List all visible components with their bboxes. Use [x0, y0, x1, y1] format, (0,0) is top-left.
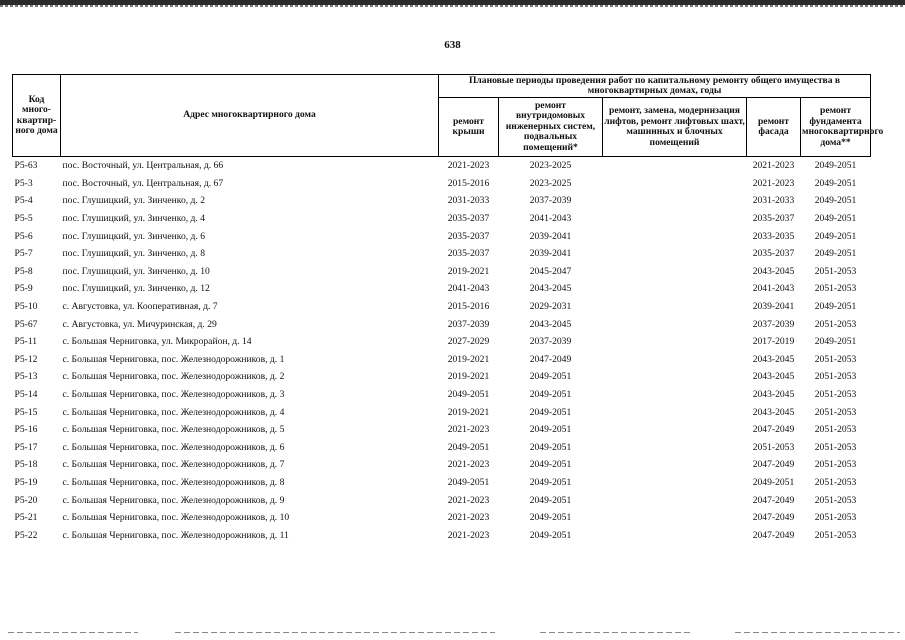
cell-address: с. Августовка, ул. Кооперативная, д. 7: [62, 301, 218, 313]
table-row: [13, 175, 871, 193]
header-code: Код много-квартир-ного дома: [13, 75, 61, 157]
cell-address: с. Большая Черниговка, пос. Железнодорожников, д. 2: [62, 371, 285, 383]
cell-address: пос. Глушицкий, ул. Зинченко, д. 12: [62, 283, 210, 295]
cell-elevators: [603, 474, 747, 492]
cell-systems: 2039-2041: [529, 230, 572, 242]
cell-facade: 2047-2049: [752, 459, 795, 471]
cell-systems: 2023-2025: [529, 160, 572, 172]
cell-roof: 2015-2016: [447, 301, 490, 313]
cell-code: Р5-5: [14, 213, 33, 225]
cell-address: пос. Глушицкий, ул. Зинченко, д. 6: [62, 230, 206, 242]
cell-foundation: 2051-2053: [814, 529, 857, 541]
cell-code: Р5-15: [14, 406, 38, 418]
cell-facade: 2035-2037: [752, 248, 795, 260]
cell-foundation: 2049-2051: [814, 336, 857, 348]
cell-facade: 2041-2043: [752, 283, 795, 295]
cell-foundation: 2051-2053: [814, 371, 857, 383]
cell-elevators: [603, 351, 747, 369]
table-row: [13, 368, 871, 386]
cell-facade: 2037-2039: [752, 318, 795, 330]
cell-elevators: [603, 227, 747, 245]
cell-facade: 2043-2045: [752, 406, 795, 418]
cell-code: Р5-67: [14, 318, 38, 330]
cell-elevators: [603, 526, 747, 544]
table-row: [13, 157, 871, 175]
cell-systems: 2049-2051: [529, 512, 572, 524]
table-row: [13, 210, 871, 228]
cell-foundation: 2051-2053: [814, 512, 857, 524]
cell-systems: 2037-2039: [529, 195, 572, 207]
cell-elevators: [603, 439, 747, 457]
scan-bottom-line: [735, 632, 900, 633]
cell-elevators: [603, 298, 747, 316]
cell-elevators: [603, 509, 747, 527]
cell-address: с. Большая Черниговка, пос. Железнодорожников, д. 10: [62, 512, 290, 524]
cell-roof: 2049-2051: [447, 441, 490, 453]
cell-address: с. Большая Черниговка, пос. Железнодорожников, д. 11: [62, 529, 289, 541]
cell-address: с. Большая Черниговка, пос. Железнодорожников, д. 4: [62, 406, 285, 418]
cell-systems: 2039-2041: [529, 248, 572, 260]
table-header: [13, 74, 884, 157]
cell-elevators: [603, 421, 747, 439]
cell-roof: 2027-2029: [447, 336, 490, 348]
cell-foundation: 2051-2053: [814, 424, 857, 436]
cell-systems: 2049-2051: [529, 476, 572, 488]
cell-code: Р5-16: [14, 424, 38, 436]
cell-code: Р5-7: [14, 248, 33, 260]
header-facade: ремонт фасада: [747, 98, 801, 157]
cell-facade: 2021-2023: [752, 160, 795, 172]
cell-foundation: 2051-2053: [814, 476, 857, 488]
cell-code: Р5-21: [14, 512, 38, 524]
table-row: [13, 439, 871, 457]
cell-facade: 2047-2049: [752, 424, 795, 436]
table-row: [13, 263, 871, 281]
cell-roof: 2021-2023: [447, 512, 490, 524]
cell-roof: 2049-2051: [447, 389, 490, 401]
cell-elevators: [603, 403, 747, 421]
cell-systems: 2041-2043: [529, 213, 572, 225]
cell-elevators: [603, 245, 747, 263]
cell-foundation: 2051-2053: [814, 283, 857, 295]
cell-address: пос. Восточный, ул. Центральная, д. 66: [62, 160, 224, 172]
cell-facade: 2043-2045: [752, 353, 795, 365]
table-row: [13, 192, 871, 210]
cell-foundation: 2051-2053: [814, 441, 857, 453]
cell-facade: 2043-2045: [752, 389, 795, 401]
cell-roof: 2019-2021: [447, 353, 490, 365]
cell-roof: 2041-2043: [447, 283, 490, 295]
cell-address: пос. Глушицкий, ул. Зинченко, д. 2: [62, 195, 206, 207]
cell-elevators: [603, 210, 747, 228]
cell-code: Р5-19: [14, 476, 38, 488]
cell-foundation: 2051-2053: [814, 318, 857, 330]
cell-foundation: 2049-2051: [814, 301, 857, 313]
table-row: [13, 421, 871, 439]
table-row: [13, 456, 871, 474]
cell-address: пос. Восточный, ул. Центральная, д. 67: [62, 177, 224, 189]
cell-roof: 2035-2037: [447, 213, 490, 225]
cell-code: Р5-13: [14, 371, 38, 383]
cell-facade: 2017-2019: [752, 336, 795, 348]
table-row: [13, 526, 871, 544]
cell-code: Р5-63: [14, 160, 38, 172]
cell-facade: 2039-2041: [752, 301, 795, 313]
cell-elevators: [603, 456, 747, 474]
cell-facade: 2043-2045: [752, 371, 795, 383]
cell-facade: 2035-2037: [752, 213, 795, 225]
cell-address: с. Большая Черниговка, ул. Микрорайон, д. 14: [62, 336, 252, 348]
cell-code: Р5-6: [14, 230, 33, 242]
cell-systems: 2029-2031: [529, 301, 572, 313]
cell-elevators: [603, 368, 747, 386]
cell-code: Р5-22: [14, 529, 38, 541]
cell-systems: 2049-2051: [529, 494, 572, 506]
header-elevators: ремонт, замена, модернизация лифтов, ремонт лифтовых шахт, машинных и блочных помещений: [603, 98, 747, 157]
cell-systems: 2049-2051: [529, 406, 572, 418]
cell-elevators: [603, 315, 747, 333]
cell-systems: 2049-2051: [529, 371, 572, 383]
cell-elevators: [603, 263, 747, 281]
cell-roof: 2021-2023: [447, 160, 490, 172]
cell-systems: 2045-2047: [529, 265, 572, 277]
cell-facade: 2043-2045: [752, 265, 795, 277]
cell-roof: 2021-2023: [447, 459, 490, 471]
cell-elevators: [603, 491, 747, 509]
cell-code: Р5-12: [14, 353, 38, 365]
table-row: [13, 403, 871, 421]
table-row: [13, 298, 871, 316]
cell-roof: 2021-2023: [447, 529, 490, 541]
cell-address: пос. Глушицкий, ул. Зинченко, д. 10: [62, 265, 210, 277]
cell-code: Р5-4: [14, 195, 33, 207]
table-body: [13, 157, 871, 545]
cell-foundation: 2051-2053: [814, 494, 857, 506]
cell-systems: 2049-2051: [529, 529, 572, 541]
cell-systems: 2037-2039: [529, 336, 572, 348]
cell-foundation: 2049-2051: [814, 195, 857, 207]
cell-roof: 2049-2051: [447, 476, 490, 488]
cell-foundation: 2049-2051: [814, 177, 857, 189]
cell-code: Р5-11: [14, 336, 38, 348]
cell-systems: 2049-2051: [529, 424, 572, 436]
cell-code: Р5-3: [14, 177, 33, 189]
cell-address: с. Большая Черниговка, пос. Железнодорожников, д. 5: [62, 424, 285, 436]
cell-code: Р5-9: [14, 283, 33, 295]
cell-elevators: [603, 157, 747, 175]
cell-address: пос. Глушицкий, ул. Зинченко, д. 8: [62, 248, 206, 260]
table-row: [13, 333, 871, 351]
table-row: [13, 386, 871, 404]
cell-address: с. Большая Черниговка, пос. Железнодорожников, д. 6: [62, 441, 285, 453]
cell-foundation: 2051-2053: [814, 406, 857, 418]
cell-elevators: [603, 386, 747, 404]
table-row: [13, 509, 871, 527]
cell-roof: 2019-2021: [447, 265, 490, 277]
header-roof: ремонт крыши: [439, 98, 499, 157]
cell-address: с. Большая Черниговка, пос. Железнодорожников, д. 8: [62, 476, 285, 488]
header-address: Адрес многоквартирного дома: [61, 75, 439, 157]
cell-roof: 2037-2039: [447, 318, 490, 330]
table-row: [13, 315, 871, 333]
cell-roof: 2021-2023: [447, 494, 490, 506]
cell-code: Р5-20: [14, 494, 38, 506]
cell-roof: 2015-2016: [447, 177, 490, 189]
cell-code: Р5-10: [14, 301, 38, 313]
cell-systems: 2047-2049: [529, 353, 572, 365]
cell-roof: 2035-2037: [447, 230, 490, 242]
scan-top-edge: [0, 0, 905, 5]
cell-address: с. Большая Черниговка, пос. Железнодорожников, д. 1: [62, 353, 285, 365]
cell-roof: 2035-2037: [447, 248, 490, 260]
cell-elevators: [603, 192, 747, 210]
cell-foundation: 2049-2051: [814, 160, 857, 172]
cell-foundation: 2049-2051: [814, 248, 857, 260]
table-row: [13, 280, 871, 298]
cell-address: пос. Глушицкий, ул. Зинченко, д. 4: [62, 213, 206, 225]
cell-systems: 2049-2051: [529, 459, 572, 471]
header-foundation: ремонт фундамента многоквартирного дома**: [801, 98, 871, 157]
cell-facade: 2047-2049: [752, 494, 795, 506]
cell-address: с. Августовка, ул. Мичуринская, д. 29: [62, 318, 217, 330]
header-periods-group: Плановые периоды проведения работ по капитальному ремонту общего имущества в многоквартирных домах, годы: [439, 75, 871, 98]
cell-roof: 2019-2021: [447, 371, 490, 383]
cell-code: Р5-14: [14, 389, 38, 401]
cell-code: Р5-17: [14, 441, 38, 453]
cell-foundation: 2051-2053: [814, 459, 857, 471]
cell-facade: 2047-2049: [752, 512, 795, 524]
table-row: [13, 491, 871, 509]
cell-elevators: [603, 175, 747, 193]
scan-bottom-line: [8, 632, 138, 633]
cell-systems: 2043-2045: [529, 283, 572, 295]
cell-roof: 2019-2021: [447, 406, 490, 418]
cell-systems: 2023-2025: [529, 177, 572, 189]
cell-elevators: [603, 333, 747, 351]
table-row: [13, 474, 871, 492]
cell-roof: 2031-2033: [447, 195, 490, 207]
cell-foundation: 2051-2053: [814, 389, 857, 401]
cell-facade: 2021-2023: [752, 177, 795, 189]
cell-elevators: [603, 280, 747, 298]
cell-foundation: 2049-2051: [814, 230, 857, 242]
header-systems: ремонт внутридомовых инженерных систем, подвальных помещений*: [499, 98, 603, 157]
cell-facade: 2033-2035: [752, 230, 795, 242]
scan-bottom-line: [175, 632, 495, 633]
cell-systems: 2049-2051: [529, 441, 572, 453]
cell-facade: 2051-2053: [752, 441, 795, 453]
cell-systems: 2043-2045: [529, 318, 572, 330]
cell-address: с. Большая Черниговка, пос. Железнодорожников, д. 9: [62, 494, 285, 506]
cell-foundation: 2051-2053: [814, 265, 857, 277]
table-row: [13, 245, 871, 263]
cell-address: с. Большая Черниговка, пос. Железнодорожников, д. 7: [62, 459, 285, 471]
table-row: [13, 227, 871, 245]
cell-address: с. Большая Черниговка, пос. Железнодорожников, д. 3: [62, 389, 285, 401]
table-row: [13, 351, 871, 369]
page-number: 638: [444, 39, 461, 51]
cell-roof: 2021-2023: [447, 424, 490, 436]
cell-systems: 2049-2051: [529, 389, 572, 401]
cell-facade: 2031-2033: [752, 195, 795, 207]
cell-code: Р5-18: [14, 459, 38, 471]
cell-foundation: 2049-2051: [814, 213, 857, 225]
scan-bottom-line: [540, 632, 690, 633]
cell-code: Р5-8: [14, 265, 33, 277]
cell-facade: 2049-2051: [752, 476, 795, 488]
capital-repair-table: [12, 74, 884, 544]
cell-foundation: 2051-2053: [814, 353, 857, 365]
cell-facade: 2047-2049: [752, 529, 795, 541]
